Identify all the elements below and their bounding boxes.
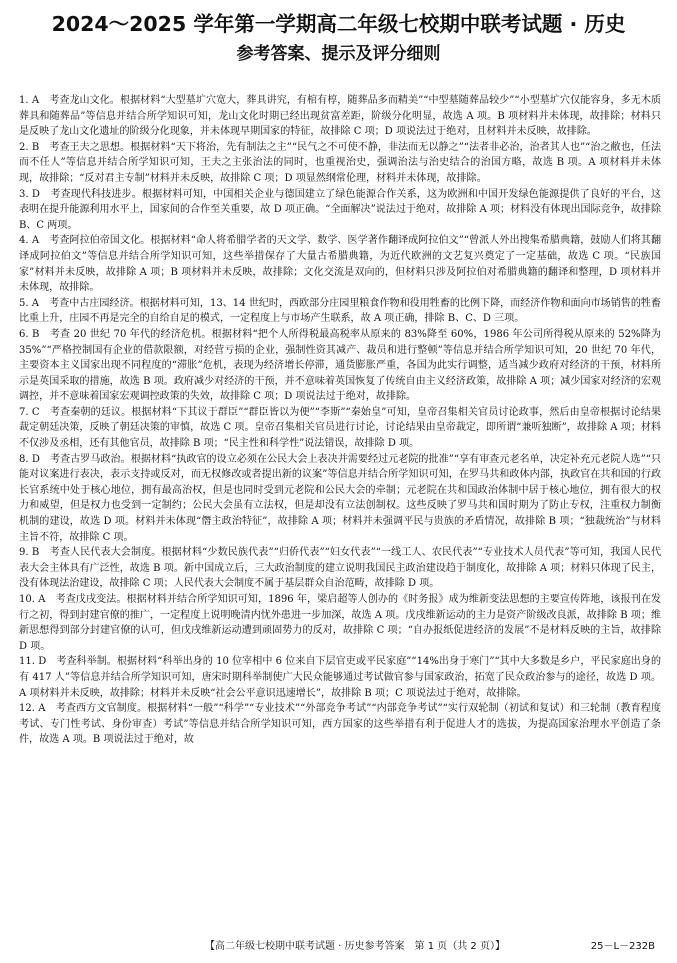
answer-item-6: 6. B 考查 20 世纪 70 年代的经济危机。根据材料“把个人所得税最高税率从原来的 83%降至 60%，1986 年公司所得税从原来的 52%降为 35%”“严格控制国有企业的借款限额，对经营亏损的企业，强制性资其减产、裁员和进行整顿”等信息并结合所学知识可知，20 世纪 70 年代，主要资本主义国家出现不同程度的“滞胀”危机，表现为经济增长停滞，通货膨胀严重，各国为此实行调整，适当减少政府对经济的干预，材料所示是英国采取的措施，故选 B 项。政府减少对经济的干预，并不意味着英国恢复了传统自由主义经济政策，故排除 A 项；减少国家对经济的宏观调控，并不意味着国家宏观调控政策的失效，故排除 C 项；D 项说法过于绝对，故排除。	[19, 328, 661, 403]
answer-list	[19, 93, 661, 748]
answer-item-7: 7. C 考查秦朝的廷议。根据材料“下其议于群臣”“群臣皆以为便”“李斯”“秦始皇”可知，皇帝召集相关官员讨论政事，然后由皇帝根据讨论结果裁定朝廷决策，反映了朝廷决策的审慎，故选 C 项。皇帝召集相关官员进行讨论，讨论结果由皇帝裁定，即所谓“兼听独断”，故排除 A 项；材料不仅涉及丞相，还有其他官员，故排除 B 项；“民主性和科学性”说法错误，故排除 D 项。	[19, 406, 661, 450]
answer-item-2: 2. B 考查王夫之思想。根据材料“天下将治，先有制法之主”“民气之不可使不静，非法而无以静之”“法者非必治，治者其人也”“治之敝也，任法而不任人”等信息并结合所学知识可知，王夫之主张治法的同时，也重视治史，强调治法与治史结合的治国方略，故选 B 项。A 项材料并未体现，故排除；“反对君主专制”材料并未反映，故排除 C 项；D 项显然纲常伦理，材料并未体现，故排除。	[19, 141, 661, 184]
answer-item-12: 12. A 考查西方文官制度。根据材料“一般”“科学”“专业技术”“外部竞争考试”“内部竞争考试”“实行双轮制（初试和复试）和三轮制（教育程度考试、专门性考试、身份审查）考试”等信息并结合所学知识可知，西方国家的这些举措有利于促进人才的选拔，为提高国家治理水平创造了条件，故选 A 项。B 项说法过于绝对，故	[19, 703, 661, 746]
answer-item-9: 9. B 考查人民代表大会制度。根据材料“少数民族代表”“归侨代表”“妇女代表”“一线工人、农民代表”“专业技术人员代表”等可知，我国人民代表大会主体具有广泛性，故选 B 项。新中国成立后，三大政治制度的建立说明我国民主政治建设趋于制度化，故排除 A 项；材料只体现了民主，没有体现法治建设，故排除 C 项；人民代表大会制度不属于基层群众自治范畴，故排除 D 项。	[19, 547, 661, 590]
footer-page-info: 【高二年级七校期中联考试题 · 历史参考答案 第 1 页（共 2 页）】	[205, 941, 505, 952]
answer-item-4: 4. A 考查阿拉伯帝国文化。根据材料“命人将希腊学者的天文学、数学、医学著作翻译成阿拉伯文”“曾派人外出搜集希腊典籍，鼓励人们将其翻译成阿拉伯文”等信息并结合所学知识可知，这些举措保存了大量古希腊典籍，为近代欧洲的文艺复兴奠定了一定基础，故选 C 项。“民族国家”材料并未反映，故排除 A 项；B 项材料并未反映，故排除；文化交流是双向的，但材料只涉及阿拉伯对希腊典籍的翻译和整理，D 项材料并未体现，故排除。	[19, 235, 661, 294]
page-subtitle: 参考答案、提示及评分细则	[236, 44, 441, 64]
answer-item-5: 5. A 考查中古庄园经济。根据材料可知，13、14 世纪时，西欧部分庄园里粮食作物和役用牲畜的比例下降，而经济作物和面向市场销售的牲畜比重上升，庄园不再是完全的自给自足的模式，一定程度上与市场产生联系，故 A 项正确，排除 B、C、D 三项。	[19, 297, 661, 325]
page-title: 2024～2025 学年第一学期高二年级七校期中联考试题 · 历史	[51, 12, 626, 36]
answer-item-3: 3. D 考查现代科技进步。根据材料可知，中国相关企业与德国建立了绿色能源合作关系，这为欧洲和中国开发绿色能源提供了良好的平台，这表明在提升能源利用水平上，国家间的合作至关重要，故 D 项正确。“全面解决”说法过于绝对，故排除 A 项；材料没有体现出国际竞争，故排除 B、C 两项。	[19, 188, 661, 231]
answer-item-8: 8. D 考查古罗马政治。根据材料“执政官的设立必须在公民大会上表决并需要经过元老院的批准”“享有审查元老名单，决定补充元老院人选”“只能对议案进行表决，表示支持或反对，而无权修改或者提出新的议案”等信息并结合所学知识可知，在罗马共和政体内部，执政官在共和国的行政长官系统中处于核心地位，拥有最高治权，但是也同时受到元老院和公民大会的牵制；元老院在共和国政治体制中居于核心地位，拥有很大的权力和威望，但是权力也受到一定制约；公民大会虽有立法权，但是却没有立法创制权。这些反映了罗马共和国时期为了防止专权，注重权力制衡机制的建设，故选 D 项。材料并未体现“僭主政治特征”，故排除 A 项；材料并未强调平民与贵族的矛盾情况，故排除 B 项；“独裁统治”与材料主旨不符，故排除 C 项。	[19, 453, 661, 543]
answer-item-11: 11. D 考查科举制。根据材料“科举出身的 10 位宰相中 6 位来自下层官吏或平民家庭”“14%出身于寒门”“其中大多数是乡户，平民家庭出身的有 417 人”等信息并结合所学知识可知，唐宋时期科举制使广大民众能够通过考试做官参与国家政治，拓宽了民众政治参与的途径，故选 D 项。A 项材料并未反映，故排除；材料并未反映“社会公平意识迅速增长”，故排除 B 项；C 项说法过于绝对，故排除。	[19, 656, 661, 699]
answer-item-1: 1. A 考查龙山文化。根据材料“大型墓圹穴宽大，葬具讲究，有棺有椁，随葬品多而精美”“中型墓随葬品较少”“小型墓圹穴仅能容身，多无木质葬具和随葬品”等信息并结合所学知识可知，龙山文化时期已经出现贫富差距，阶级分化明显，故选 A 项。B 项材料并未体现，故排除；材料只是反映了龙山文化遗址的阶级分化现象，并未体现早期国家的特征，故排除 C 项；D 项说法过于绝对，且材料并未反映，故排除。	[19, 95, 661, 138]
answer-item-10: 10. A 考查戊戌变法。根据材料并结合所学知识可知，1896 年，梁启超等人创办的《时务报》成为维新变法思想的主要宣传阵地，该报刊在发行之初，得到封建官僚的推广，一定程度上说明晚清内忧外患进一步加深，故选 A 项。戊戌维新运动的主力是资产阶级改良派，故排除 B 项；维新思想得到部分封建官僚的认可，但戊戌维新运动遭到顽固势力的反对，故排除 C 项；“自办报纸促进经济的发展”不是材料反映的主旨，故排除 D 项。	[19, 594, 661, 652]
page-footer	[0, 939, 677, 955]
footer-exam-code: 25－L－232B	[590, 941, 655, 952]
